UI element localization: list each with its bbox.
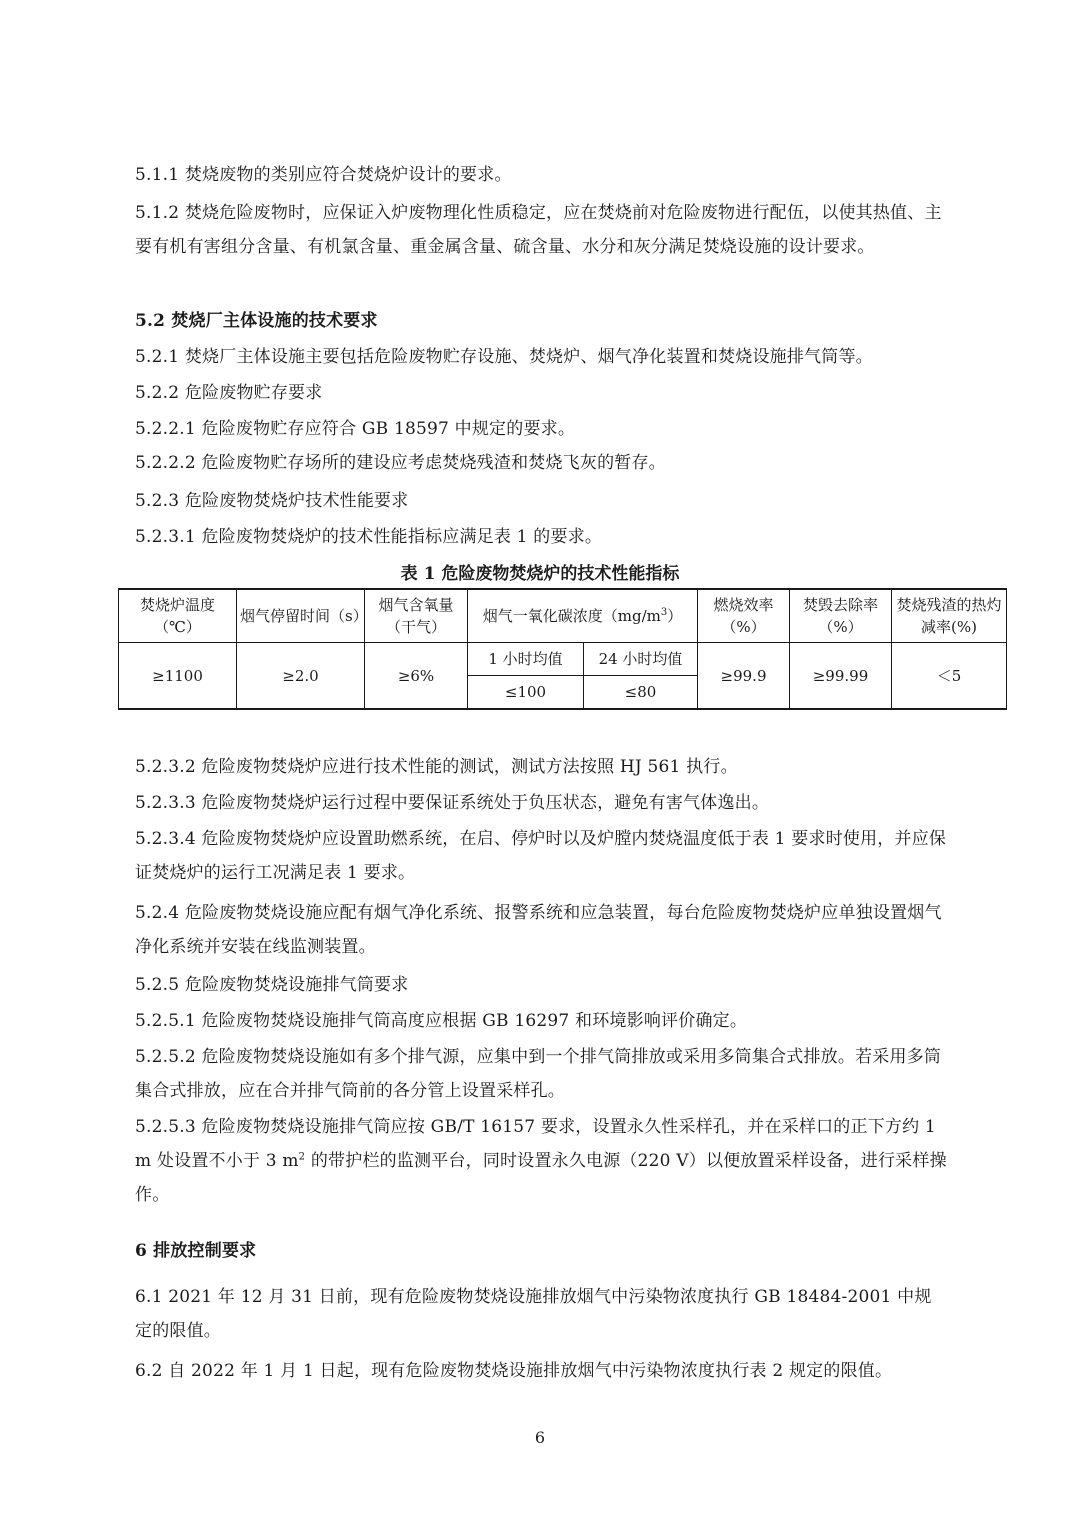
- value-co-24h: ≤80: [584, 676, 698, 710]
- table-header-row: [119, 589, 1007, 643]
- page-number: 6: [534, 1428, 546, 1447]
- clause-5-2-3-2: 5.2.3.2 危险废物焚烧炉应进行技术性能的测试，测试方法按照 HJ 561 执行。: [135, 757, 738, 777]
- header-ignition-loss: 焚烧残渣的热灼减率(%): [892, 589, 1007, 643]
- clause-5-1-1: 5.1.1 焚烧废物的类别应符合焚烧炉设计的要求。: [135, 165, 512, 185]
- header-temperature: 焚烧炉温度（℃）: [119, 589, 237, 643]
- clause-5-2-3-1: 5.2.3.1 危险废物焚烧炉的技术性能指标应满足表 1 的要求。: [135, 527, 603, 547]
- value-co-1h: ≤100: [468, 676, 584, 710]
- clause-5-2-2: 5.2.2 危险废物贮存要求: [135, 383, 323, 403]
- clause-5-2-2-2: 5.2.2.2 危险废物贮存场所的建设应考虑焚烧残渣和焚烧飞灰的暂存。: [135, 453, 666, 473]
- clause-5-1-2: 5.1.2 焚烧危险废物时，应保证入炉废物理化性质稳定，应在焚烧前对危险废物进行配伍，以使其热值、主要有机有害组分含量、有机氯含量、重金属含量、硫含量、水分和灰分满足焚烧设施的设计要求。: [135, 203, 942, 257]
- table-1: [118, 588, 1007, 710]
- value-temperature: ≥1100: [119, 643, 237, 710]
- clause-6-2: 6.2 自 2022 年 1 月 1 日起，现有危险废物焚烧设施排放烟气中污染物浓度执行表 2 规定的限值。: [135, 1361, 893, 1381]
- header-combustion-efficiency: 燃烧效率（%）: [698, 589, 790, 643]
- value-residence-time: ≥2.0: [237, 643, 365, 710]
- clause-5-2-2-1: 5.2.2.1 危险废物贮存应符合 GB 18597 中规定的要求。: [135, 419, 576, 439]
- clause-6-1: 6.1 2021 年 12 月 31 日前，现有危险废物焚烧设施排放烟气中污染物浓度执行 GB 18484-2001 中规定的限值。: [135, 1287, 932, 1341]
- clause-5-2-3-3: 5.2.3.3 危险废物焚烧炉运行过程中要保证系统处于负压状态，避免有害气体逸出。: [135, 793, 770, 813]
- section-5-2-heading: 5.2 焚烧厂主体设施的技术要求: [135, 311, 378, 331]
- subheader-co-24h: 24 小时均值: [584, 643, 698, 676]
- subheader-co-1h: 1 小时均值: [468, 643, 584, 676]
- value-destruction-rate: ≥99.99: [790, 643, 892, 710]
- value-combustion-efficiency: ≥99.9: [698, 643, 790, 710]
- header-oxygen: 烟气含氧量（干气）: [365, 589, 468, 643]
- clause-5-2-4: 5.2.4 危险废物焚烧设施应配有烟气净化系统、报警系统和应急装置，每台危险废物焚烧炉应单独设置烟气净化系统并安装在线监测装置。: [135, 903, 942, 957]
- value-ignition-loss: ＜5: [892, 643, 1007, 710]
- header-residence-time: 烟气停留时间（s）: [237, 589, 365, 643]
- table-value-row: [119, 643, 1007, 676]
- clause-5-2-5-3: 5.2.5.3 危险废物焚烧设施排气筒应按 GB/T 16157 要求，设置永久性采样孔，并在采样口的正下方约 1 m 处设置不小于 3 $m^2$ 的带护栏的监测平台，同时设置永久电源（220 V）以便放置采样设备，进行采样操作。: [135, 1117, 947, 1205]
- header-co-concentration: 烟气一氧化碳浓度$(mg/m^3)$: [468, 589, 698, 643]
- clause-5-2-5-2: 5.2.5.2 危险废物焚烧设施如有多个排气源，应集中到一个排气筒排放或采用多筒集合式排放。若采用多筒集合式排放，应在合并排气筒前的各分管上设置采样孔。: [135, 1047, 942, 1101]
- clause-5-2-1: 5.2.1 焚烧厂主体设施主要包括危险废物贮存设施、焚烧炉、烟气净化装置和焚烧设施排气筒等。: [135, 347, 873, 367]
- section-6-heading: 6 排放控制要求: [135, 1241, 257, 1261]
- clause-5-2-3: 5.2.3 危险废物焚烧炉技术性能要求: [135, 491, 409, 511]
- clause-5-2-5-1: 5.2.5.1 危险废物焚烧设施排气筒高度应根据 GB 16297 和环境影响评价确定。: [135, 1011, 748, 1031]
- value-oxygen: ≥6%: [365, 643, 468, 710]
- clause-5-2-5: 5.2.5 危险废物焚烧设施排气筒要求: [135, 975, 409, 995]
- clause-5-2-3-4: 5.2.3.4 危险废物焚烧炉应设置助燃系统，在启、停炉时以及炉膛内焚烧温度低于表 1 要求时使用，并应保证焚烧炉的运行工况满足表 1 要求。: [135, 829, 947, 883]
- header-destruction-rate: 焚毁去除率（%）: [790, 589, 892, 643]
- table-1-caption: 表 1 危险废物焚烧炉的技术性能指标: [400, 564, 680, 584]
